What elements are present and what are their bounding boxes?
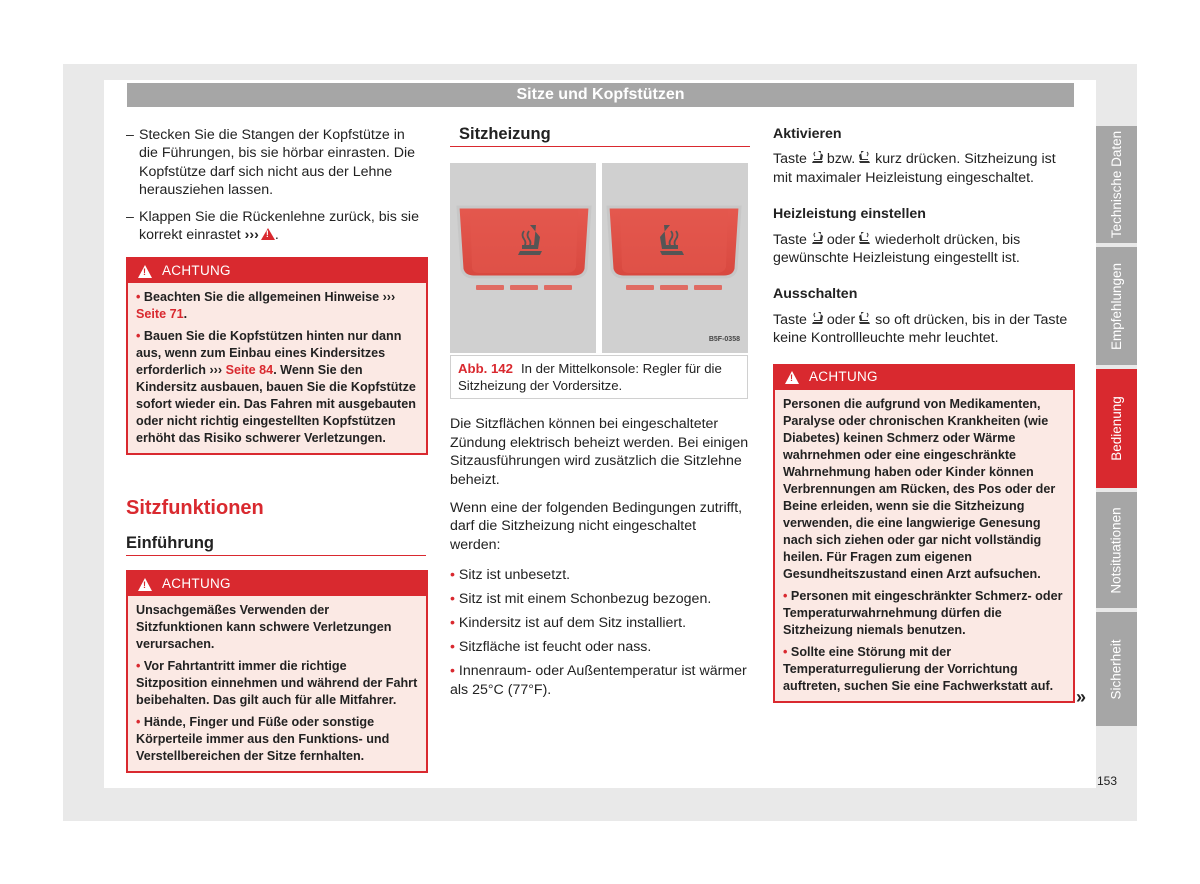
warning-triangle-icon: [138, 578, 152, 591]
paragraph: Taste bzw. kurz drücken. Sitzheizung ist mit maximaler Heizleistung eingeschaltet.: [773, 151, 1056, 186]
caption-text: In der Mittelkonsole: Regler für die Sitzheizung der Vordersitze.: [458, 361, 722, 394]
warning-item: • Hände, Finger und Füße oder sonstige Körperteile immer aus den Funktions- und Verstellbereichen der Sitze fernhalten.: [136, 715, 390, 764]
paragraph: Die Sitzflächen können bei eingeschalteter Zündung elektrisch beheizt werden. Bei einigen Sitzausführungen wird zusätzlich die Sitzlehne beheizt.: [450, 416, 749, 488]
step-item: – Klappen Sie die Rückenlehne zurück, bis sie korrekt einrastet ›››! .: [126, 208, 426, 245]
list-item: • Innenraum- oder Außentemperatur ist wärmer als 25°C (77°F).: [450, 663, 747, 698]
activate-title: Aktivieren: [773, 126, 842, 142]
continue-arrow-icon: »: [1076, 687, 1087, 707]
warning-intro: Unsachgemäßes Verwenden der Sitzfunktionen kann schwere Verletzungen verursachen.: [136, 603, 392, 652]
seat-heating-icon: [811, 311, 823, 324]
warning-label: ACHTUNG: [162, 576, 231, 592]
warning-box: [773, 364, 1075, 703]
warning-triangle-icon: [138, 265, 152, 278]
warning-item: • Sollte eine Störung mit der Temperaturregulierung der Vorrichtung auftreten, suchen Sie eine Fachwerkstatt auf.: [783, 644, 1054, 693]
adjust-title: Heizleistung einstellen: [773, 206, 926, 223]
column-middle: [450, 125, 750, 705]
list-item: • Sitz ist mit einem Schonbezug bezogen.: [450, 591, 712, 608]
seat-heating-icon: [859, 311, 871, 324]
warning-body: [128, 596, 426, 771]
subsection-title: Sitzheizung: [450, 125, 750, 147]
warning-body: [128, 283, 426, 453]
step-text: Stecken Sie die Stangen der Kopfstütze in die Führungen, bis sie hörbar einrasten. Die Kopfstütze darf sich nicht aus der Lehne herausziehen lassen.: [139, 127, 416, 199]
list-item: • Kindersitz ist auf dem Sitz installiert.: [450, 615, 687, 632]
list-item: • Sitzfläche ist feucht oder nass.: [450, 639, 652, 656]
warning-label: ACHTUNG: [162, 263, 231, 279]
page-number: 153: [1097, 774, 1118, 788]
page-link[interactable]: Seite 71: [136, 307, 184, 322]
seat-heating-icon: [811, 231, 823, 244]
warning-triangle-icon: [785, 371, 799, 384]
warning-header: [128, 572, 426, 596]
figure-divider: [596, 163, 602, 353]
step-dash: –: [126, 127, 134, 143]
warning-label: ACHTUNG: [809, 369, 878, 385]
warning-item: • Beachten Sie die allgemeinen Hinweise ››› Seite 71.: [136, 290, 396, 322]
tab-empfehlungen[interactable]: Empfehlungen: [1096, 247, 1137, 365]
column-left: [126, 126, 426, 773]
step-item: [126, 126, 426, 200]
column-right: [773, 125, 1075, 703]
step-text: Klappen Sie die Rückenlehne zurück, bis sie korrekt einrastet: [139, 208, 419, 244]
figure-code: B5F-0358: [708, 336, 740, 343]
tab-technische-daten[interactable]: Technische Daten: [1096, 126, 1137, 243]
paragraph: Taste oder so oft drücken, bis in der Taste keine Kontrollleuchte mehr leuchtet.: [773, 311, 1068, 347]
warning-body: [775, 390, 1073, 701]
warning-item: • Personen mit eingeschränkter Schmerz- oder Temperaturwahrnehmung dürfen die Sitzheizung niemals benutzen.: [783, 588, 1063, 637]
warning-box: [126, 570, 428, 773]
caption-label: Abb. 142: [458, 361, 513, 377]
list-item: • Sitz ist unbesetzt.: [450, 567, 571, 584]
tab-notsituationen[interactable]: Notsituationen: [1096, 492, 1137, 608]
figure-caption: [450, 355, 748, 399]
warning-box: [126, 257, 428, 455]
seat-heating-icon: [859, 231, 871, 244]
paragraph: Wenn eine der folgenden Bedingungen zutrifft, darf die Sitzheizung nicht eingeschaltet werden:: [450, 500, 743, 553]
seat-heating-icon: [859, 150, 871, 163]
tab-bedienung[interactable]: Bedienung: [1096, 369, 1137, 488]
page-link[interactable]: Seite 84: [225, 363, 274, 378]
off-title: Ausschalten: [773, 286, 858, 303]
warning-item: • Vor Fahrtantritt immer die richtige Sitzposition einnehmen und während der Fahrt beibehalten. Das gilt auch für alle Mitfahrer.: [136, 659, 418, 708]
warning-header: [775, 366, 1073, 390]
subsection-title: Einführung: [126, 534, 426, 556]
warning-header: [128, 259, 426, 283]
step-dash: –: [126, 208, 134, 225]
tab-sicherheit[interactable]: Sicherheit: [1096, 612, 1137, 726]
warning-intro: Personen die aufgrund von Medikamenten, Paralyse oder chronischen Krankheiten (wie Diabetes) keinen Schmerz oder Wärme wahrnehmen oder eine eingeschränkte Wahrnehmung haben oder Kinder können Verbrennungen am Rücken, des Pos oder der Beine erleiden, wenn sie die Sitzheizung verwenden, die eine langwierige Genesung nach sich ziehen oder gar nicht vollständig heilen. Für Fragen zum eigenen Gesundheitszustand einen Arzt aufsuchen.: [783, 396, 1056, 581]
header-title: Sitze und Kopfstützen: [516, 86, 685, 103]
paragraph: Taste oder wiederholt drücken, bis gewünschte Heizleistung eingestellt ist.: [773, 231, 1021, 267]
seat-heating-icon: [811, 150, 823, 163]
page-header: [127, 83, 1074, 107]
warning-triangle-icon: [261, 228, 275, 240]
warning-item: • Bauen Sie die Kopfstützen hinten nur dann aus, wenn zum Einbau eines Kindersitzes erforderlich ››› Seite 84. Wenn Sie den Kindersitz ausbauen, bauen Sie die Kopfstütze sofort wieder ein. Das Fahren mit ausgebauten oder nicht richtig eingestellten Kopfstützen erhöht das Risiko schwerer Verletzungen.: [136, 329, 416, 446]
section-title: Sitzfunktionen: [126, 497, 264, 520]
figure-seat-heating-controls: [450, 163, 748, 353]
warning-reference-link[interactable]: ›››: [244, 227, 259, 244]
